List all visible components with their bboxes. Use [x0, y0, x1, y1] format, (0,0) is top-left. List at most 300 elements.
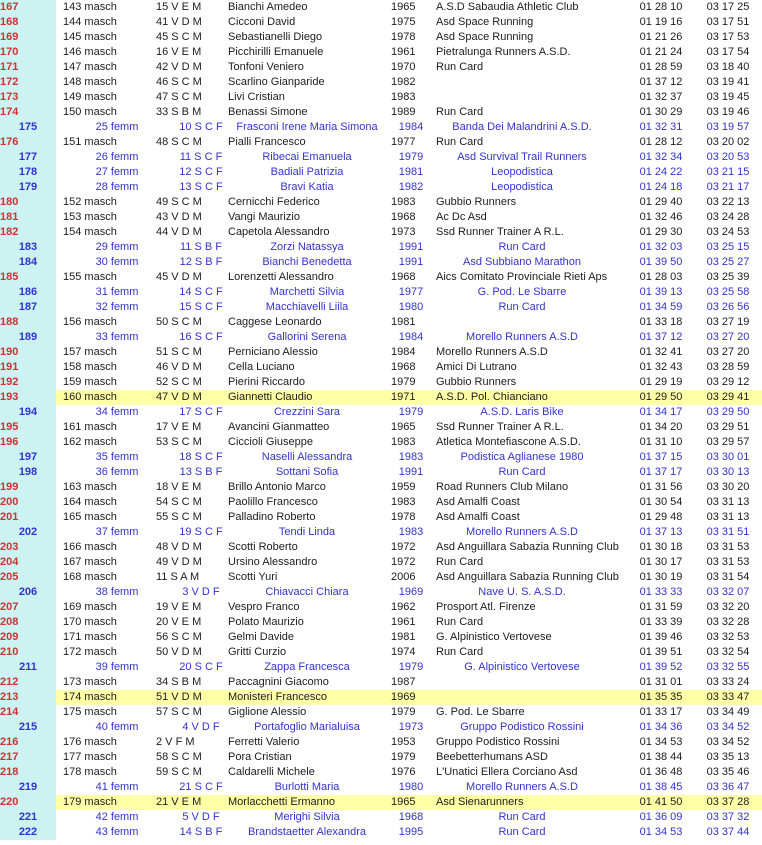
cell-position: 216 — [0, 735, 56, 750]
cell-club: Gruppo Podistico Rossini — [436, 736, 560, 748]
cell-position: 209 — [0, 630, 56, 645]
cell-club: Morello Runners A.S.D — [436, 346, 548, 358]
cell-category-rank: 2 V F M — [156, 736, 195, 748]
cell-gender-rank: 26 femm — [95, 151, 139, 163]
cell-category-rank: 47 S C M — [156, 91, 202, 103]
cell-position: 201 — [0, 510, 56, 525]
cell-club: A.S.D Sabaudia Athletic Club — [436, 1, 579, 13]
cell-year: 1970 — [391, 61, 416, 73]
cell-category-rank: 51 V D M — [152, 690, 224, 705]
cell-gender-rank: 145 masch — [63, 31, 117, 43]
cell-time-1: 01 38 44 — [639, 751, 683, 763]
cell-gender-rank: 25 femm — [95, 121, 139, 133]
table-row — [0, 240, 762, 255]
cell-category-rank: 49 V D M — [156, 556, 202, 568]
cell-category-rank: 12 S B F — [179, 256, 223, 268]
cell-position: 172 — [0, 75, 56, 90]
cell-category-rank: 33 S B M — [156, 106, 202, 118]
cell-time-2: 03 36 47 — [706, 781, 750, 793]
cell-name: Bravi Katia — [280, 181, 334, 193]
cell-position: 205 — [0, 570, 56, 585]
cell-category-rank: 50 S C M — [156, 316, 202, 328]
table-row — [0, 150, 762, 165]
table-row — [0, 645, 762, 660]
table-row — [0, 705, 762, 720]
cell-gender-rank: 36 femm — [95, 466, 139, 478]
cell-club: Morello Runners A.S.D — [466, 526, 578, 538]
cell-category-rank: 15 S C F — [179, 301, 223, 313]
cell-position: 200 — [0, 495, 56, 510]
cell-category-rank: 47 V D M — [152, 390, 224, 405]
cell-name: Cicconi David — [228, 16, 296, 28]
cell-year: 1987 — [391, 676, 416, 688]
cell-gender-rank: 150 masch — [63, 106, 117, 118]
table-row — [0, 555, 762, 570]
cell-position: 222 — [0, 825, 56, 840]
cell-name: Bianchi Amedeo — [228, 1, 308, 13]
cell-time-1: 01 30 17 — [639, 556, 683, 568]
cell-club: G. Alpinistico Vertovese — [436, 631, 552, 643]
table-row — [0, 300, 762, 315]
cell-category-rank: 58 S C M — [156, 751, 202, 763]
cell-club: Run Card — [436, 616, 484, 628]
cell-time-2: 03 32 20 — [706, 601, 750, 613]
cell-time-1: 01 31 59 — [639, 601, 683, 613]
cell-position: 207 — [0, 600, 56, 615]
cell-year: 1961 — [391, 616, 416, 628]
table-row — [0, 330, 762, 345]
cell-gender-rank: 149 masch — [63, 91, 117, 103]
cell-time-2: 03 25 15 — [706, 241, 750, 253]
table-row — [0, 180, 762, 195]
cell-time-2: 03 21 17 — [706, 181, 750, 193]
cell-time-1: 01 34 36 — [639, 721, 683, 733]
cell-club — [432, 690, 628, 705]
cell-time-1: 01 30 54 — [639, 496, 683, 508]
cell-category-rank: 20 V E M — [156, 616, 202, 628]
cell-time-1: 01 28 10 — [639, 1, 683, 13]
cell-club: Asd Space Running — [436, 16, 534, 28]
cell-club: Prosport Atl. Firenze — [436, 601, 536, 613]
cell-time-1: 01 19 16 — [639, 16, 683, 28]
cell-time-2: 03 25 27 — [706, 256, 750, 268]
cell-club: Asd Survival Trail Runners — [457, 151, 587, 163]
cell-time-1: 01 29 48 — [639, 511, 683, 523]
cell-time-2: 03 25 58 — [706, 286, 750, 298]
cell-time-2: 03 31 53 — [706, 556, 750, 568]
cell-time-1: 01 30 19 — [639, 571, 683, 583]
cell-club: Morello Runners A.S.D — [466, 781, 578, 793]
cell-category-rank: 14 S B F — [179, 826, 223, 838]
cell-time-1: 01 36 48 — [639, 766, 683, 778]
cell-gender-rank: 162 masch — [63, 436, 117, 448]
cell-position: 180 — [0, 195, 56, 210]
cell-name: Pialli Francesco — [228, 136, 306, 148]
cell-club: Run Card — [436, 61, 484, 73]
cell-time-2: 03 37 28 — [694, 795, 762, 810]
cell-time-1: 01 32 46 — [639, 211, 683, 223]
cell-name: Chiavacci Chiara — [265, 586, 349, 598]
cell-category-rank: 3 V D F — [182, 586, 220, 598]
cell-club: Atletica Montefiascone A.S.D. — [436, 436, 581, 448]
cell-name: Giglione Alessio — [228, 706, 307, 718]
cell-position: 182 — [0, 225, 56, 240]
cell-year: 1984 — [398, 121, 424, 133]
cell-gender-rank: 173 masch — [63, 676, 117, 688]
cell-year: 1973 — [398, 721, 424, 733]
cell-club: Asd Amalfi Coast — [436, 511, 520, 523]
cell-name: Crezzini Sara — [273, 406, 341, 418]
cell-year: 1983 — [391, 91, 416, 103]
cell-year: 1991 — [398, 466, 424, 478]
cell-time-1: 01 38 45 — [639, 781, 683, 793]
cell-time-1: 01 32 41 — [639, 346, 683, 358]
cell-gender-rank: 152 masch — [63, 196, 117, 208]
cell-position: 214 — [0, 705, 56, 720]
cell-time-1: 01 39 50 — [639, 256, 683, 268]
cell-time-2: 03 30 01 — [706, 451, 750, 463]
cell-year: 1979 — [398, 406, 424, 418]
cell-category-rank: 10 S C F — [179, 121, 223, 133]
cell-time-1: 01 32 43 — [639, 361, 683, 373]
cell-category-rank: 42 V D M — [156, 61, 202, 73]
cell-time-2: 03 37 44 — [706, 826, 750, 838]
table-row — [0, 90, 762, 105]
cell-club: Run Card — [436, 556, 484, 568]
table-row — [0, 735, 762, 750]
cell-name: Vangi Maurizio — [228, 211, 300, 223]
cell-position: 175 — [0, 120, 56, 135]
cell-club: Run Card — [498, 301, 546, 313]
table-row — [0, 135, 762, 150]
cell-time-1: 01 37 13 — [639, 526, 683, 538]
cell-name: Vespro Franco — [228, 601, 300, 613]
cell-position: 174 — [0, 105, 56, 120]
cell-category-rank: 55 S C M — [156, 511, 202, 523]
cell-time-1: 01 21 24 — [639, 46, 683, 58]
cell-time-2: 03 37 32 — [706, 811, 750, 823]
cell-time-2: 03 17 25 — [706, 1, 750, 13]
cell-time-1: 01 33 39 — [639, 616, 683, 628]
cell-time-2: 03 28 59 — [706, 361, 750, 373]
cell-club: Run Card — [436, 646, 484, 658]
cell-gender-rank: 155 masch — [63, 271, 117, 283]
table-row — [0, 15, 762, 30]
cell-time-1: 01 39 13 — [639, 286, 683, 298]
cell-time-2: 03 35 13 — [706, 751, 750, 763]
cell-club: Banda Dei Malandrini A.S.D. — [452, 121, 592, 133]
cell-position: 218 — [0, 765, 56, 780]
table-row — [0, 60, 762, 75]
cell-time-2: 03 18 40 — [706, 61, 750, 73]
cell-name: Ciccioli Giuseppe — [228, 436, 313, 448]
cell-category-rank: 17 S C F — [179, 406, 223, 418]
cell-category-rank: 45 S C M — [156, 31, 202, 43]
cell-name: Ursino Alessandro — [228, 556, 318, 568]
cell-name: Perniciano Alessio — [228, 346, 318, 358]
table-row — [0, 450, 762, 465]
cell-year: 1974 — [391, 646, 416, 658]
cell-category-rank: 20 S C F — [179, 661, 223, 673]
cell-time-2: 03 25 39 — [706, 271, 750, 283]
cell-position: 219 — [0, 780, 56, 795]
cell-time-2: 03 31 13 — [706, 496, 750, 508]
cell-year: 1979 — [398, 151, 424, 163]
table-row — [0, 75, 762, 90]
table-row — [0, 750, 762, 765]
cell-year: 1968 — [391, 361, 416, 373]
cell-time-2: 03 26 56 — [706, 301, 750, 313]
cell-gender-rank: 159 masch — [63, 376, 117, 388]
cell-name: Sottani Sofia — [275, 466, 339, 478]
cell-category-rank: 14 S C F — [179, 286, 223, 298]
cell-position: 170 — [0, 45, 56, 60]
cell-year: 1965 — [391, 1, 416, 13]
cell-gender-rank: 161 masch — [63, 421, 117, 433]
cell-gender-rank: 42 femm — [95, 811, 139, 823]
cell-year: 1959 — [391, 481, 416, 493]
cell-name: Brillo Antonio Marco — [228, 481, 326, 493]
cell-gender-rank: 151 masch — [63, 136, 117, 148]
cell-time-2: 03 34 52 — [706, 736, 750, 748]
cell-time-2: 03 33 24 — [706, 676, 750, 688]
cell-name: Polato Maurizio — [228, 616, 304, 628]
cell-club: Gubbio Runners — [436, 196, 517, 208]
cell-category-rank: 57 S C M — [156, 706, 202, 718]
cell-category-rank: 56 S C M — [156, 631, 202, 643]
cell-gender-rank: 166 masch — [63, 541, 117, 553]
table-row — [0, 120, 762, 135]
cell-category-rank: 17 V E M — [156, 421, 202, 433]
table-row — [0, 480, 762, 495]
table-row — [0, 195, 762, 210]
cell-time-1: 01 39 46 — [639, 631, 683, 643]
table-row — [0, 690, 762, 705]
cell-gender-rank: 143 masch — [63, 1, 117, 13]
cell-time-1: 01 34 53 — [639, 736, 683, 748]
cell-time-2: 03 29 41 — [694, 390, 762, 405]
cell-year: 1965 — [390, 795, 432, 810]
table-row — [0, 795, 762, 810]
cell-time-2: 03 29 57 — [706, 436, 750, 448]
cell-name: Paolillo Francesco — [228, 496, 318, 508]
cell-year: 1980 — [398, 301, 424, 313]
table-row — [0, 375, 762, 390]
cell-name: Scotti Yuri — [228, 571, 278, 583]
table-row — [0, 0, 762, 15]
cell-time-2: 03 29 51 — [706, 421, 750, 433]
cell-gender-rank: 30 femm — [95, 256, 139, 268]
cell-position: 178 — [0, 165, 56, 180]
cell-club — [432, 675, 628, 690]
cell-club: Run Card — [498, 241, 546, 253]
cell-gender-rank: 153 masch — [63, 211, 117, 223]
cell-time-1: 01 32 34 — [639, 151, 683, 163]
cell-club: Podistica Aglianese 1980 — [460, 451, 584, 463]
table-row — [0, 660, 762, 675]
cell-time-2: 03 32 55 — [706, 661, 750, 673]
cell-club: Ssd Runner Trainer A R.L. — [436, 421, 564, 433]
cell-category-rank: 15 V E M — [156, 1, 202, 13]
cell-gender-rank: 147 masch — [63, 61, 117, 73]
cell-name: Macchiavelli Liila — [265, 301, 349, 313]
cell-name: Gallorini Serena — [267, 331, 347, 343]
cell-club: G. Pod. Le Sbarre — [436, 706, 525, 718]
cell-time-1: 01 28 12 — [639, 136, 683, 148]
cell-time-2: 03 29 12 — [706, 376, 750, 388]
cell-time-2: 03 19 57 — [706, 121, 750, 133]
cell-gender-rank: 178 masch — [63, 766, 117, 778]
cell-gender-rank: 167 masch — [63, 556, 117, 568]
cell-club: Run Card — [498, 811, 546, 823]
table-row — [0, 465, 762, 480]
cell-time-2: 03 17 53 — [706, 31, 750, 43]
cell-time-2: 03 20 53 — [706, 151, 750, 163]
cell-name: Gelmi Davide — [228, 631, 295, 643]
cell-time-2: 03 32 28 — [706, 616, 750, 628]
cell-name: Capetola Alessandro — [228, 226, 330, 238]
cell-name: Frasconi Irene Maria Simona — [236, 121, 378, 133]
cell-time-1: 01 34 17 — [639, 406, 683, 418]
cell-name: Zorzi Natassya — [270, 241, 344, 253]
cell-name: Scarlino Gianparide — [228, 76, 325, 88]
cell-category-rank: 59 S C M — [156, 766, 202, 778]
cell-gender-rank: 28 femm — [95, 181, 139, 193]
table-row — [0, 315, 762, 330]
cell-time-2: 03 35 46 — [706, 766, 750, 778]
cell-category-rank: 51 S C M — [156, 346, 202, 358]
table-row — [0, 615, 762, 630]
cell-year: 1953 — [391, 736, 416, 748]
cell-gender-rank: 148 masch — [63, 76, 117, 88]
cell-club: G. Pod. Le Sbarre — [477, 286, 567, 298]
cell-gender-rank: 158 masch — [63, 361, 117, 373]
cell-position: 181 — [0, 210, 56, 225]
cell-position: 198 — [0, 465, 56, 480]
cell-name: Morlacchetti Ermanno — [224, 795, 390, 810]
cell-club — [432, 75, 628, 90]
cell-time-1: 01 39 52 — [639, 661, 683, 673]
cell-gender-rank: 32 femm — [95, 301, 139, 313]
cell-position: 204 — [0, 555, 56, 570]
cell-position: 199 — [0, 480, 56, 495]
cell-position: 168 — [0, 15, 56, 30]
cell-category-rank: 13 S B F — [179, 466, 223, 478]
cell-club: A.S.D. Laris Bike — [480, 406, 564, 418]
cell-gender-rank: 33 femm — [95, 331, 139, 343]
cell-gender-rank: 29 femm — [95, 241, 139, 253]
table-row — [0, 435, 762, 450]
table-row — [0, 510, 762, 525]
cell-category-rank: 54 S C M — [156, 496, 202, 508]
cell-name: Pora Cristian — [228, 751, 292, 763]
cell-name: Avancini Gianmatteo — [228, 421, 330, 433]
cell-category-rank: 46 V D M — [156, 361, 202, 373]
cell-club: Ac Dc Asd — [436, 211, 487, 223]
cell-club: Morello Runners A.S.D — [466, 331, 578, 343]
cell-position: 215 — [0, 720, 56, 735]
cell-time-1: 01 31 10 — [639, 436, 683, 448]
cell-category-rank: 13 S C F — [179, 181, 223, 193]
table-row — [0, 600, 762, 615]
cell-gender-rank: 169 masch — [63, 601, 117, 613]
table-row — [0, 285, 762, 300]
cell-year: 1981 — [391, 631, 416, 643]
table-row — [0, 825, 762, 840]
cell-time-1: 01 34 59 — [639, 301, 683, 313]
cell-position: 188 — [0, 315, 56, 330]
cell-club: Nave U. S. A.S.D. — [478, 586, 566, 598]
cell-year: 1969 — [398, 586, 424, 598]
cell-position: 220 — [0, 795, 56, 810]
cell-gender-rank: 163 masch — [63, 481, 117, 493]
cell-time-1: 01 41 50 — [628, 795, 694, 810]
cell-name: Marchetti Silvia — [269, 286, 345, 298]
cell-club — [432, 315, 628, 330]
cell-time-2: 03 33 47 — [694, 690, 762, 705]
cell-position: 177 — [0, 150, 56, 165]
cell-time-1: 01 33 17 — [639, 706, 683, 718]
cell-time-2: 03 30 13 — [706, 466, 750, 478]
cell-club: Asd Anguillara Sabazia Running Club — [436, 541, 619, 553]
cell-year: 1975 — [391, 16, 416, 28]
cell-category-rank: 50 V D M — [156, 646, 202, 658]
cell-year: 1991 — [398, 256, 424, 268]
cell-position: 194 — [0, 405, 56, 420]
cell-category-rank: 12 S C F — [179, 166, 223, 178]
cell-time-1: 01 29 40 — [639, 196, 683, 208]
cell-time-1: 01 32 03 — [639, 241, 683, 253]
table-row — [0, 225, 762, 240]
cell-time-1: 01 36 09 — [639, 811, 683, 823]
cell-position: 212 — [0, 675, 56, 690]
cell-year: 1983 — [391, 436, 416, 448]
cell-year: 1971 — [390, 390, 432, 405]
cell-position: 217 — [0, 750, 56, 765]
cell-name: Bianchi Benedetta — [262, 256, 352, 268]
cell-category-rank: 21 S C F — [179, 781, 223, 793]
cell-club: L'Unatici Ellera Corciano Asd — [436, 766, 578, 778]
table-row — [0, 585, 762, 600]
cell-time-1: 01 31 56 — [639, 481, 683, 493]
cell-position: 190 — [0, 345, 56, 360]
cell-year: 1968 — [391, 211, 416, 223]
cell-position: 187 — [0, 300, 56, 315]
cell-name: Badiali Patrizia — [270, 166, 344, 178]
cell-time-2: 03 31 54 — [706, 571, 750, 583]
cell-year: 1995 — [398, 826, 424, 838]
cell-year: 1962 — [391, 601, 416, 613]
cell-year: 1983 — [391, 196, 416, 208]
cell-category-rank: 41 V D M — [156, 16, 202, 28]
table-row — [0, 630, 762, 645]
cell-year: 1978 — [391, 31, 416, 43]
cell-club: Gruppo Podistico Rossini — [460, 721, 584, 733]
cell-year: 1991 — [398, 241, 424, 253]
cell-time-2: 03 24 28 — [706, 211, 750, 223]
cell-year: 1977 — [391, 136, 416, 148]
cell-category-rank: 19 V E M — [156, 601, 202, 613]
cell-gender-rank: 179 masch — [56, 795, 152, 810]
cell-gender-rank: 31 femm — [95, 286, 139, 298]
cell-time-1: 01 32 37 — [639, 91, 683, 103]
cell-club: Ssd Runner Trainer A R.L. — [436, 226, 564, 238]
cell-year: 1973 — [391, 226, 416, 238]
cell-time-2: 03 27 19 — [706, 316, 750, 328]
cell-position: 167 — [0, 0, 56, 15]
cell-gender-rank: 146 masch — [63, 46, 117, 58]
cell-gender-rank: 37 femm — [95, 526, 139, 538]
